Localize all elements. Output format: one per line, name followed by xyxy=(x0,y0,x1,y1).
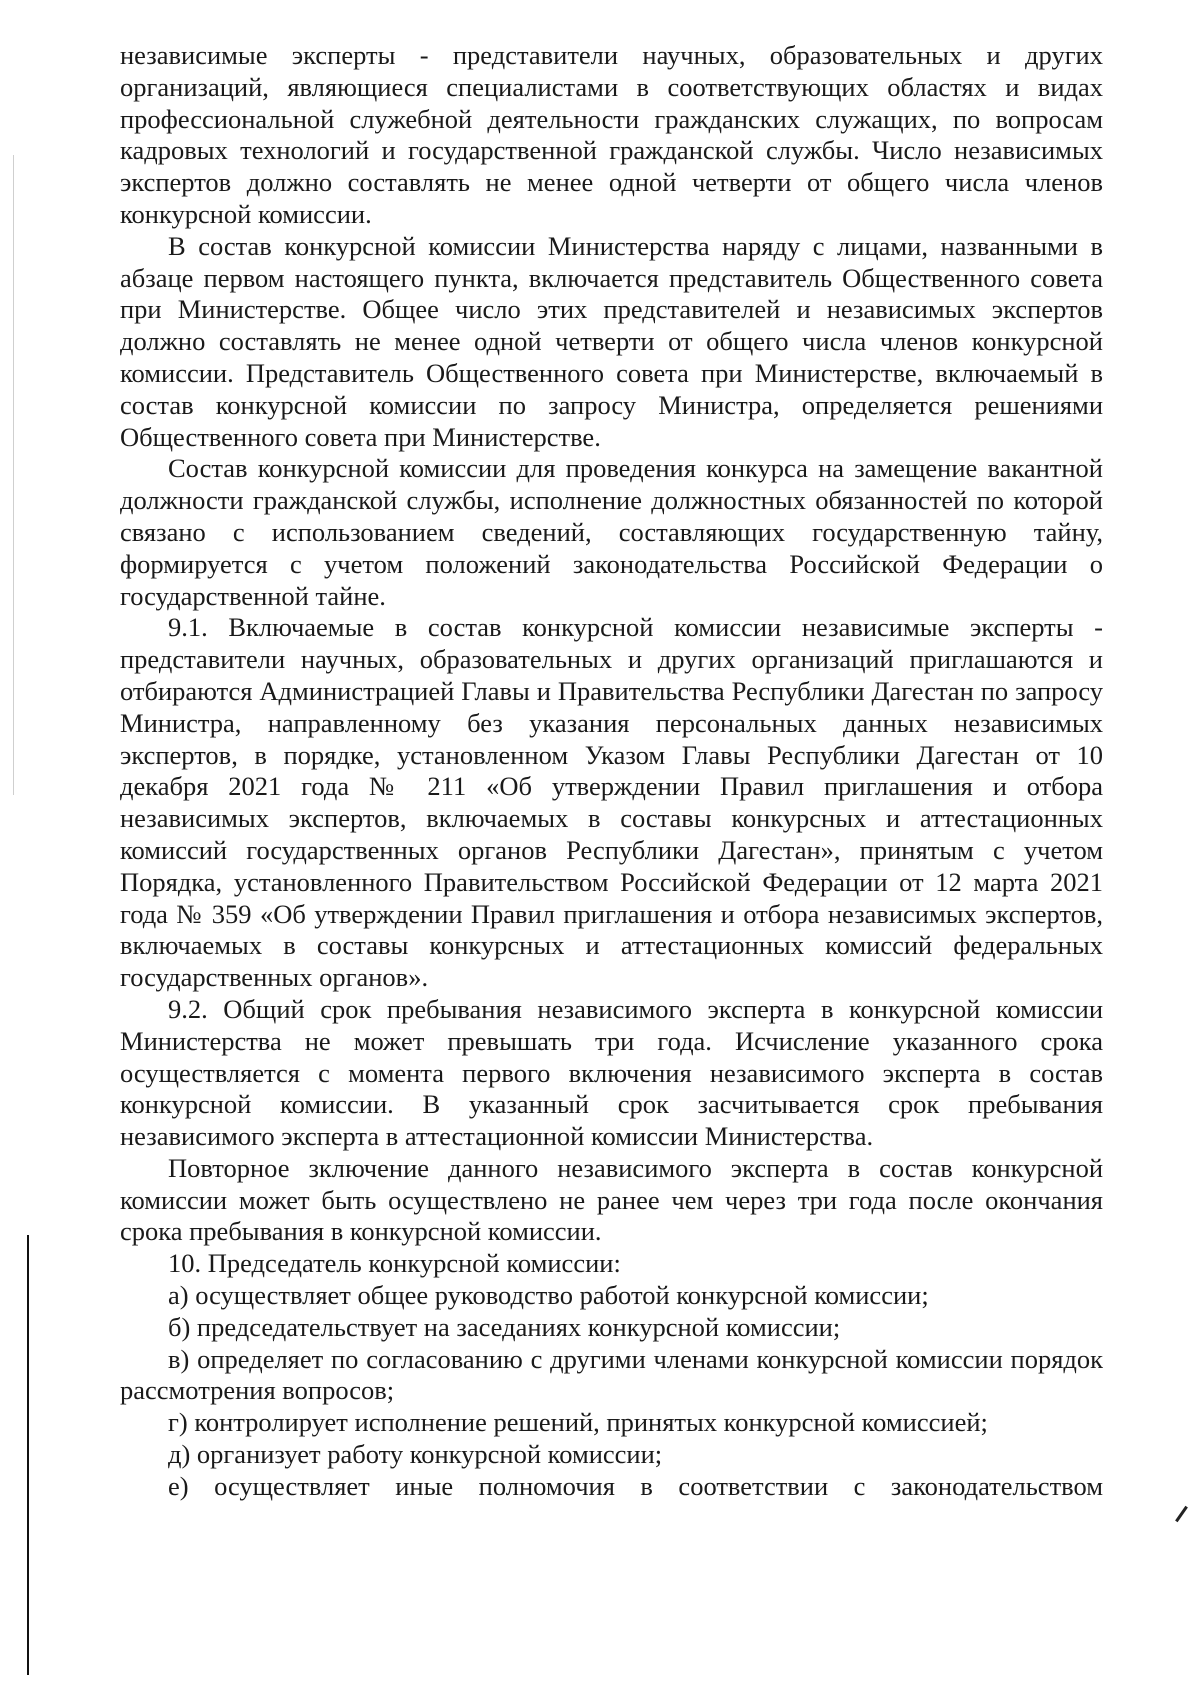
scan-edge-line xyxy=(27,1235,29,1675)
list-item: б) председательствует на заседаниях конкурсной комиссии; xyxy=(168,1311,841,1342)
list-item: в) определяет по согласованию с другими членами конкурсной комиссии порядок рассмотрения вопросов; xyxy=(120,1343,1103,1406)
list-item: е) осуществляет иные полномочия в соответствии с законодательством xyxy=(168,1470,1103,1501)
paragraph: Повторное зключение данного независимого эксперта в состав конкурсной комиссии может быть осуществлено не ранее чем через три года после окончания срока пребывания в конкурсной комиссии. xyxy=(120,1152,1103,1247)
list-item: г) контролирует исполнение решений, принятых конкурсной комиссией; xyxy=(168,1407,988,1438)
paragraph: В состав конкурсной комиссии Министерства наряду с лицами, названными в абзаце первом настоящего пункта, включается представитель Общественного совета при Министерстве. Общее число этих представителей и независимых экспертов должно составлять не менее одной четверти от общего числа членов конкурсной комиссии. Представитель Общественного совета при Министерстве, включаемый в состав конкурсной комиссии по запросу Министра, определяется решениями Общественного совета при Министерстве. xyxy=(120,230,1103,452)
paragraph: Состав конкурсной комиссии для проведения конкурса на замещение вакантной должности гражданской службы, исполнение должностных обязанностей по которой связано с использованием сведений, составляющих государственную тайну, формируется с учетом положений законодательства Российской Федерации о государственной тайне. xyxy=(120,453,1103,611)
list-item: а) осуществляет общее руководство работой конкурсной комиссии; xyxy=(168,1280,929,1311)
scan-edge-line xyxy=(13,155,14,795)
document-body xyxy=(120,40,1103,1503)
paragraph: независимые эксперты - представители научных, образовательных и других организаций, являющиеся специалистами в соответствующих областях и видах профессиональной служебной деятельности гражданских служащих, по вопросам кадровых технологий и государственной гражданской службы. Число независимых экспертов должно составлять не менее одной четверти от общего числа членов конкурсной комиссии. xyxy=(120,40,1103,229)
scan-mark xyxy=(1175,1506,1188,1522)
paragraph: 9.2. Общий срок пребывания независимого эксперта в конкурсной комиссии Министерства не может превышать три года. Исчисление указанного срока осуществляется с момента первого включения независимого эксперта в состав конкурсной комиссии. В указанный срок засчитывается срок пребывания независимого эксперта в аттестационной комиссии Министерства. xyxy=(120,993,1103,1152)
list-item: д) организует работу конкурсной комиссии; xyxy=(168,1439,663,1470)
list-heading: 10. Председатель конкурсной комиссии: xyxy=(168,1248,621,1279)
paragraph: 9.1. Включаемые в состав конкурсной комиссии независимые эксперты - представители научных, образовательных и других организаций приглашаются и отбираются Администрацией Главы и Правительства Республики Дагестан по запросу Министра, направленному без указания персональных данных независимых экспертов, в порядке, установленном Указом Главы Республики Дагестан от 10 декабря 2021 года № 211 «Об утверждении Правил приглашения и отбора независимых экспертов, включаемых в составы конкурсных и аттестационных комиссий государственных органов Республики Дагестан», принятым с учетом Порядка, установленного Правительством Российской Федерации от 12 марта 2021 года № 359 «Об утверждении Правил приглашения и отбора независимых экспертов, включаемых в составы конкурсных и аттестационных комиссий федеральных государственных органов». xyxy=(120,612,1103,993)
